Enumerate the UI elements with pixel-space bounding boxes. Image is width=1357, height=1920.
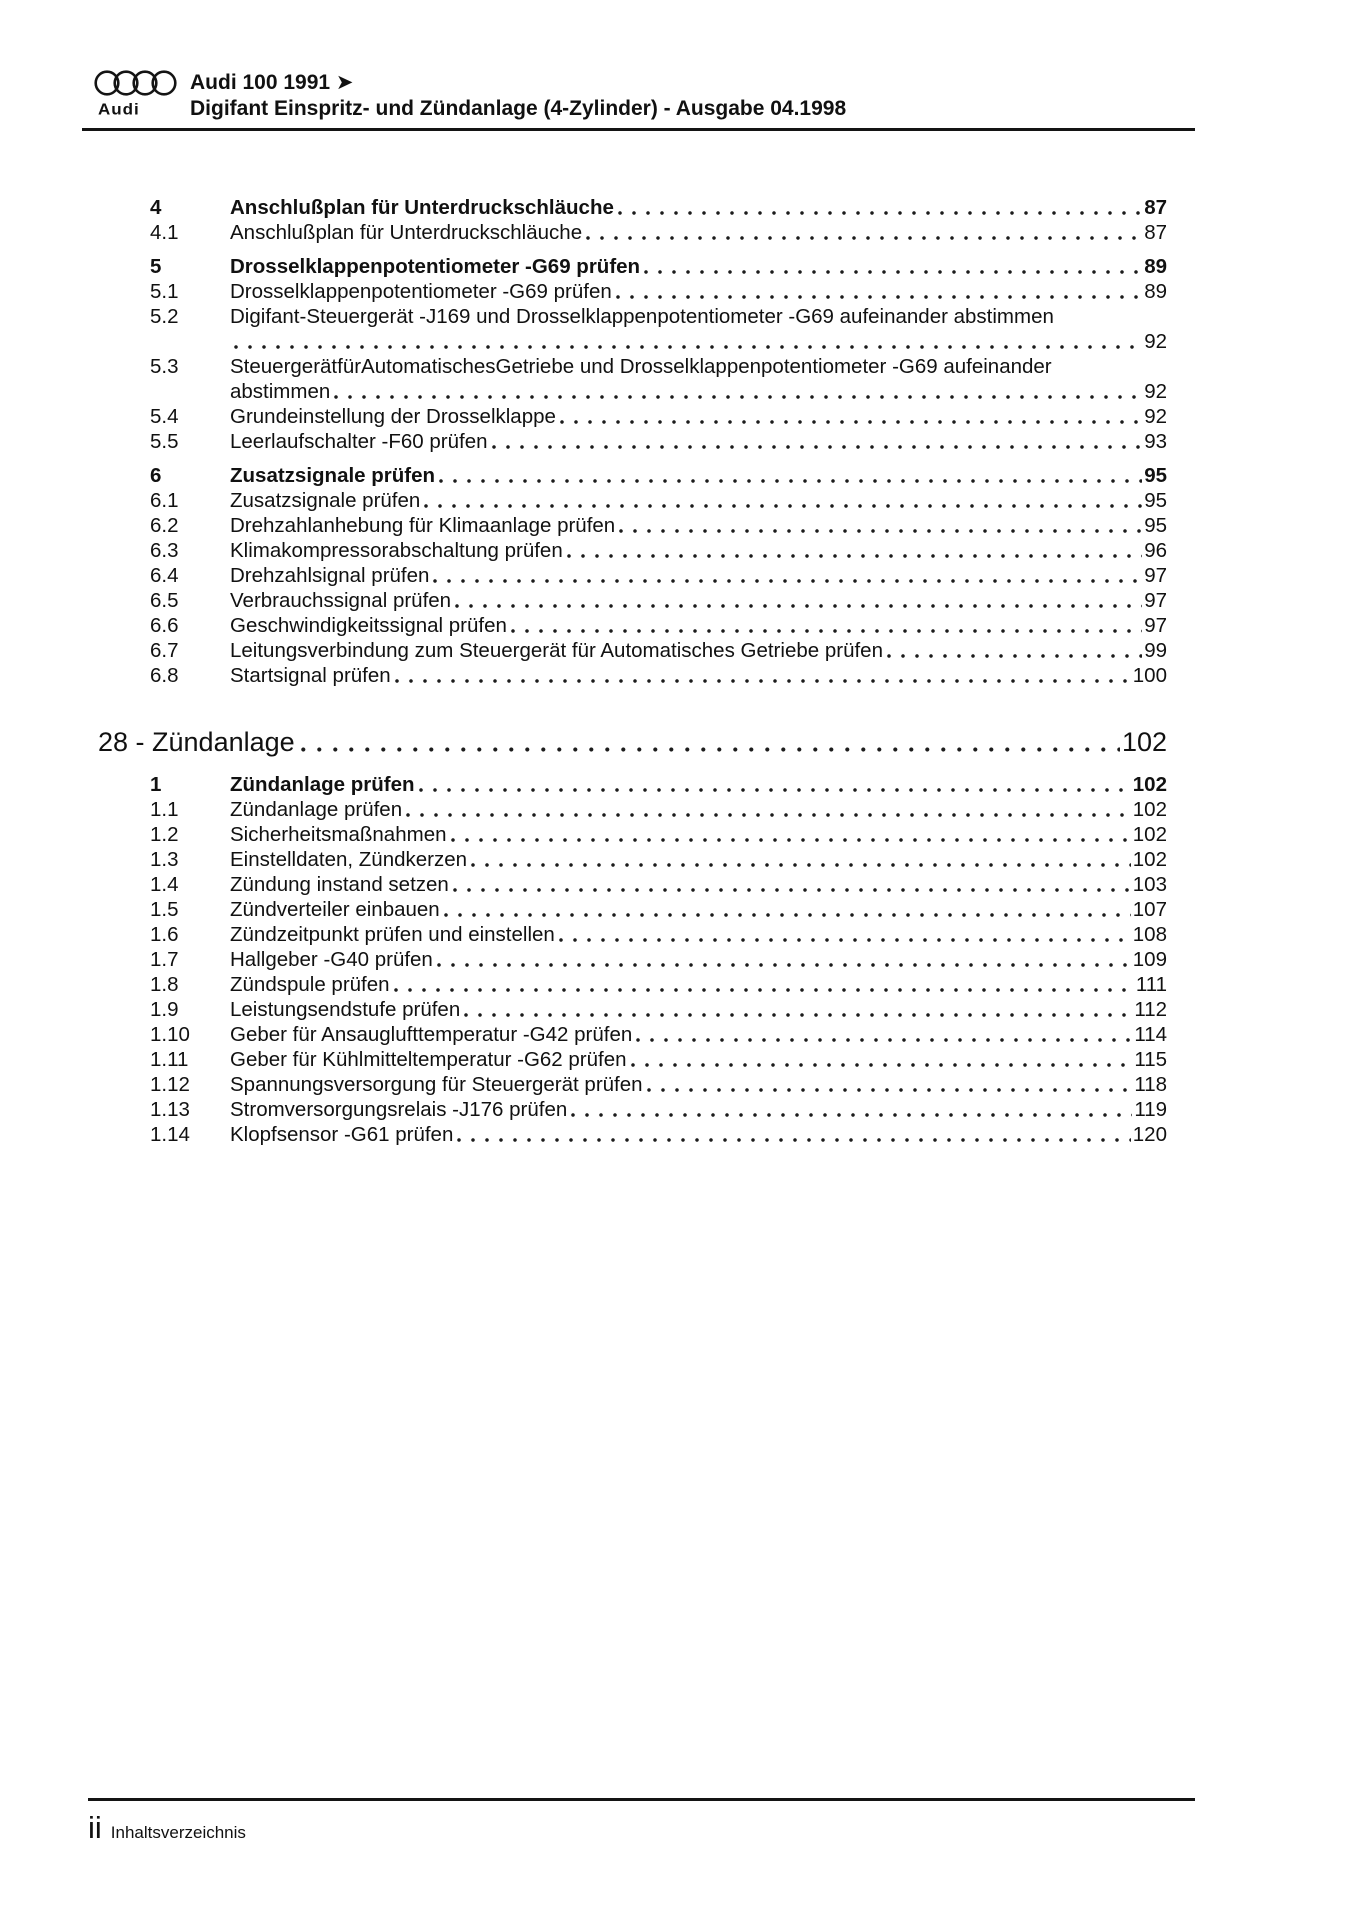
entry-title: Zündanlage prüfen xyxy=(230,773,415,796)
dot-leader xyxy=(406,812,1131,818)
entry-number: 4 xyxy=(150,196,162,219)
entry-number: 6.3 xyxy=(150,539,179,562)
entry-content xyxy=(230,279,1167,304)
entry-title: Hallgeber -G40 prüfen xyxy=(230,948,433,971)
entry-page: 92 xyxy=(1144,405,1167,428)
entry-content xyxy=(230,429,1167,454)
dot-leader xyxy=(424,503,1142,509)
entry-number: 1.6 xyxy=(150,923,179,946)
footer-page-number: ii xyxy=(88,1810,102,1845)
entry-title: Anschlußplan für Unterdruckschläuche xyxy=(230,221,583,244)
chapter-label: 28 - Zündanlage xyxy=(98,727,295,757)
toc-entry xyxy=(98,354,1167,404)
entry-page: 95 xyxy=(1144,464,1167,487)
dot-leader xyxy=(455,603,1142,609)
entry-page: 95 xyxy=(1144,489,1167,512)
entry-number: 5.3 xyxy=(150,355,179,378)
entry-page: 99 xyxy=(1144,639,1167,662)
entry-page: 115 xyxy=(1134,1048,1167,1071)
entry-content xyxy=(230,254,1167,279)
entry-content xyxy=(230,638,1167,663)
entry-title: Sicherheitsmaßnahmen xyxy=(230,823,447,846)
entry-number: 1.10 xyxy=(150,1023,190,1046)
toc-entry xyxy=(98,538,1167,563)
entry-continuation xyxy=(230,379,1167,404)
entry-page: 112 xyxy=(1134,998,1167,1021)
entry-title: Anschlußplan für Unterdruckschläuche xyxy=(230,196,614,219)
entry-page: 109 xyxy=(1132,948,1167,971)
entry-title: Digifant-Steuergerät -J169 und Drosselklappenpotentiometer -G69 aufeinander abstimmen xyxy=(230,305,1054,328)
entry-page: 100 xyxy=(1132,664,1167,687)
entry-content xyxy=(230,304,1167,354)
toc-entry xyxy=(98,195,1167,220)
dot-leader xyxy=(419,787,1131,793)
entry-title: Zündung instand setzen xyxy=(230,873,449,896)
toc-entry xyxy=(98,429,1167,454)
toc-entry xyxy=(98,279,1167,304)
dot-leader xyxy=(567,553,1142,559)
entry-title-continued: abstimmen xyxy=(230,380,331,403)
entry-page: 102 xyxy=(1132,773,1167,796)
toc-entry xyxy=(98,972,1167,997)
dot-leader xyxy=(619,528,1142,534)
toc-entry xyxy=(98,463,1167,488)
toc-entry xyxy=(98,897,1167,922)
entry-content xyxy=(230,588,1167,613)
entry-number: 1.2 xyxy=(150,823,179,846)
dot-leader xyxy=(586,235,1142,241)
entry-page: 87 xyxy=(1144,196,1167,219)
entry-number: 1.1 xyxy=(150,798,179,821)
toc-entry xyxy=(98,1072,1167,1097)
dot-leader xyxy=(394,987,1134,993)
entry-title: Verbrauchssignal prüfen xyxy=(230,589,452,612)
header-rule xyxy=(82,128,1195,131)
entry-title: Zündanlage prüfen xyxy=(230,798,403,821)
toc-entry xyxy=(98,772,1167,797)
toc-entry xyxy=(98,404,1167,429)
entry-number: 5.4 xyxy=(150,405,179,428)
dot-leader xyxy=(887,653,1142,659)
dot-leader xyxy=(395,678,1131,684)
entry-content xyxy=(230,563,1167,588)
entry-number: 1.5 xyxy=(150,898,179,921)
toc-entry xyxy=(98,1097,1167,1122)
dot-leader xyxy=(437,962,1131,968)
dot-leader xyxy=(511,628,1142,634)
entry-content xyxy=(230,613,1167,638)
entry-title: Drehzahlsignal prüfen xyxy=(230,564,430,587)
entry-title: Geber für Ansauglufttemperatur -G42 prüfen xyxy=(230,1023,633,1046)
entry-number: 6.2 xyxy=(150,514,179,537)
entry-content xyxy=(230,404,1167,429)
audi-logo xyxy=(94,68,186,120)
dot-leader xyxy=(616,294,1142,300)
dot-leader xyxy=(618,210,1142,216)
entry-content xyxy=(230,997,1167,1022)
entry-page: 102 xyxy=(1132,823,1167,846)
toc-entry xyxy=(98,588,1167,613)
entry-number: 6 xyxy=(150,464,162,487)
toc-entry xyxy=(98,947,1167,972)
header-model-line: Audi 100 1991 ➤ xyxy=(190,71,354,94)
entry-content xyxy=(230,1122,1167,1147)
toc-entry xyxy=(98,220,1167,245)
dot-leader xyxy=(560,419,1142,425)
entry-content xyxy=(230,663,1167,688)
dot-leader xyxy=(644,269,1142,275)
entry-content xyxy=(230,488,1167,513)
dot-leader xyxy=(439,478,1142,484)
entry-number: 1.9 xyxy=(150,998,179,1021)
entry-page: 111 xyxy=(1135,973,1167,996)
entry-number: 5.2 xyxy=(150,305,179,328)
entry-page: 92 xyxy=(1144,380,1167,403)
entry-page: 93 xyxy=(1144,430,1167,453)
footer-rule xyxy=(88,1798,1195,1801)
entry-page: 119 xyxy=(1134,1098,1167,1121)
toc-entry xyxy=(98,563,1167,588)
entry-content xyxy=(230,947,1167,972)
entry-title: Zündverteiler einbauen xyxy=(230,898,440,921)
entry-number: 5.5 xyxy=(150,430,179,453)
entry-title: Drosselklappenpotentiometer -G69 prüfen xyxy=(230,255,641,278)
entry-content xyxy=(230,463,1167,488)
dot-leader xyxy=(457,1137,1130,1143)
entry-content xyxy=(230,1022,1167,1047)
entry-title: Grundeinstellung der Drosselklappe xyxy=(230,405,556,428)
entry-title: Spannungsversorgung für Steuergerät prüfen xyxy=(230,1073,643,1096)
dot-leader xyxy=(234,344,1142,350)
entry-number: 1.3 xyxy=(150,848,179,871)
dot-leader xyxy=(433,578,1142,584)
footer xyxy=(88,1808,246,1848)
entry-number: 1.4 xyxy=(150,873,179,896)
entry-title: Startsignal prüfen xyxy=(230,664,391,687)
entry-page: 89 xyxy=(1144,280,1167,303)
entry-title: Drosselklappenpotentiometer -G69 prüfen xyxy=(230,280,612,303)
toc xyxy=(98,186,1167,1147)
dot-leader xyxy=(492,444,1143,450)
entry-number: 6.6 xyxy=(150,614,179,637)
dot-leader xyxy=(464,1012,1132,1018)
entry-page: 97 xyxy=(1144,564,1167,587)
entry-number: 4.1 xyxy=(150,221,179,244)
entry-content xyxy=(230,897,1167,922)
entry-content xyxy=(230,1097,1167,1122)
entry-page: 97 xyxy=(1144,589,1167,612)
toc-entry xyxy=(98,513,1167,538)
entry-number: 1.8 xyxy=(150,973,179,996)
entry-content xyxy=(230,772,1167,797)
entry-title: Geber für Kühlmitteltemperatur -G62 prüfen xyxy=(230,1048,627,1071)
entry-page: 95 xyxy=(1144,514,1167,537)
entry-number: 1.13 xyxy=(150,1098,190,1121)
toc-entry xyxy=(98,997,1167,1022)
entry-title: Klopfsensor -G61 prüfen xyxy=(230,1123,454,1146)
toc-entry xyxy=(98,822,1167,847)
entry-page: 103 xyxy=(1132,873,1167,896)
entry-content xyxy=(230,195,1167,220)
toc-entry xyxy=(98,1047,1167,1072)
entry-number: 1.14 xyxy=(150,1123,190,1146)
toc-entry xyxy=(98,797,1167,822)
dot-leader xyxy=(471,862,1131,868)
entry-page: 97 xyxy=(1144,614,1167,637)
entry-content xyxy=(230,847,1167,872)
entry-page: 108 xyxy=(1132,923,1167,946)
header-subtitle-line: Digifant Einspritz- und Zündanlage (4-Zylinder) - Ausgabe 04.1998 xyxy=(190,97,847,120)
toc-entry xyxy=(98,922,1167,947)
entry-number: 6.8 xyxy=(150,664,179,687)
footer-label: Inhaltsverzeichnis xyxy=(110,1823,246,1842)
entry-page: 107 xyxy=(1132,898,1167,921)
entry-number: 1.12 xyxy=(150,1073,190,1096)
toc-entry xyxy=(98,254,1167,279)
entry-continuation xyxy=(230,329,1167,354)
entry-title: Zusatzsignale prüfen xyxy=(230,489,421,512)
dot-leader xyxy=(631,1062,1133,1068)
toc-entry xyxy=(98,663,1167,688)
toc-entry xyxy=(98,1022,1167,1047)
toc-entry xyxy=(98,304,1167,354)
entry-title: Zusatzsignale prüfen xyxy=(230,464,436,487)
entry-title: Klimakompressorabschaltung prüfen xyxy=(230,539,563,562)
entry-title: Einstelldaten, Zündkerzen xyxy=(230,848,468,871)
dot-leader xyxy=(571,1112,1132,1118)
entry-content xyxy=(230,922,1167,947)
dot-leader xyxy=(647,1087,1133,1093)
entry-title: Geschwindigkeitssignal prüfen xyxy=(230,614,507,637)
entry-content xyxy=(230,822,1167,847)
entry-content xyxy=(230,797,1167,822)
entry-page: 89 xyxy=(1144,255,1167,278)
entry-page: 87 xyxy=(1144,221,1167,244)
entry-page: 92 xyxy=(1144,330,1167,353)
entry-number: 6.4 xyxy=(150,564,179,587)
entry-content xyxy=(230,513,1167,538)
entry-title: Leerlaufschalter -F60 prüfen xyxy=(230,430,488,453)
entry-page: 120 xyxy=(1132,1123,1167,1146)
entry-number: 1 xyxy=(150,773,162,796)
entry-content xyxy=(230,538,1167,563)
dot-leader xyxy=(559,937,1131,943)
entry-page: 118 xyxy=(1134,1073,1167,1096)
toc-entry xyxy=(98,872,1167,897)
entry-content xyxy=(230,220,1167,245)
chapter-page: 102 xyxy=(1121,727,1167,757)
entry-content xyxy=(230,1072,1167,1097)
entry-page: 102 xyxy=(1132,798,1167,821)
toc-entry xyxy=(98,1122,1167,1147)
entry-content xyxy=(230,1047,1167,1072)
entry-number: 6.7 xyxy=(150,639,179,662)
entry-title: Zündzeitpunkt prüfen und einstellen xyxy=(230,923,555,946)
entry-title: Leistungsendstufe prüfen xyxy=(230,998,461,1021)
dot-leader xyxy=(453,887,1131,893)
toc-entry xyxy=(98,488,1167,513)
chapter-heading xyxy=(98,726,1167,758)
entry-content xyxy=(230,872,1167,897)
toc-entry xyxy=(98,847,1167,872)
header-title-block xyxy=(190,70,846,122)
audi-rings-icon xyxy=(94,68,178,101)
entry-page: 114 xyxy=(1134,1023,1167,1046)
entry-number: 1.7 xyxy=(150,948,179,971)
toc-entry xyxy=(98,613,1167,638)
entry-content xyxy=(230,354,1167,404)
entry-number: 5 xyxy=(150,255,162,278)
entry-number: 6.1 xyxy=(150,489,179,512)
entry-number: 1.11 xyxy=(150,1048,189,1071)
dot-leader xyxy=(301,746,1120,753)
entry-title: Stromversorgungsrelais -J176 prüfen xyxy=(230,1098,568,1121)
entry-number: 6.5 xyxy=(150,589,179,612)
entry-content xyxy=(230,972,1167,997)
dot-leader xyxy=(444,912,1131,918)
entry-page: 96 xyxy=(1144,539,1167,562)
dot-leader xyxy=(636,1037,1132,1043)
audi-wordmark: Audi xyxy=(98,100,140,119)
toc-entry xyxy=(98,638,1167,663)
entry-title: Zündspule prüfen xyxy=(230,973,390,996)
entry-number: 5.1 xyxy=(150,280,179,303)
dot-leader xyxy=(334,394,1142,400)
entry-title: Drehzahlanhebung für Klimaanlage prüfen xyxy=(230,514,616,537)
entry-page: 102 xyxy=(1132,848,1167,871)
entry-title: SteuergerätfürAutomatischesGetriebe und Drosselklappenpotentiometer -G69 aufeinander xyxy=(230,355,1052,378)
dot-leader xyxy=(451,837,1131,843)
entry-title: Leitungsverbindung zum Steuergerät für Automatisches Getriebe prüfen xyxy=(230,639,883,662)
